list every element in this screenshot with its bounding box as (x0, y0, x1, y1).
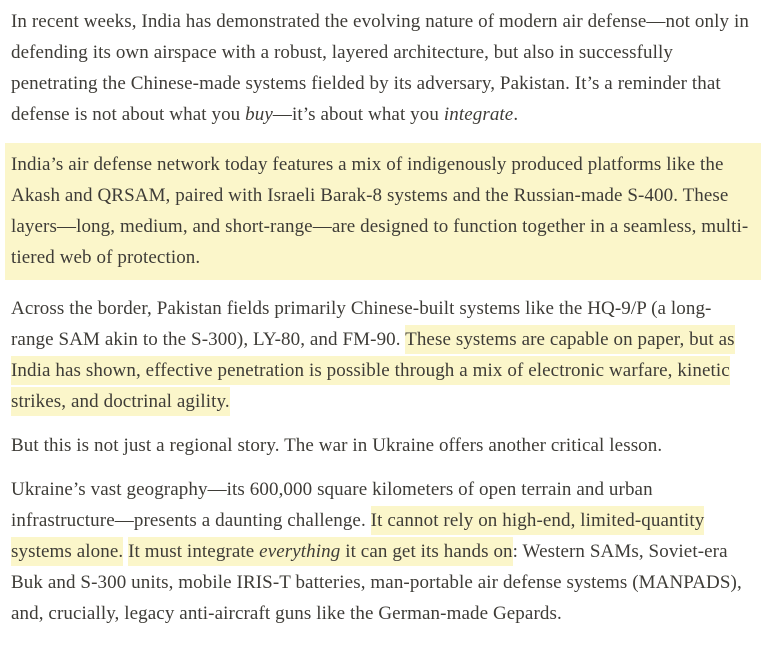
highlighted-text-run: It must integrate (128, 537, 259, 566)
paragraph-india-network-highlighted (5, 143, 761, 280)
text-run: In recent weeks, India has demonstrated the evolving nature of modern air defense—not only in defending its own airspace with a robust, layered architecture, but also in successfully penetrating the Chinese-made systems fielded by its adversary, Pakistan. It’s a reminder that defense is not about what you (11, 11, 749, 125)
text-run: : Western SAMs, Soviet-era Buk and S-300 units, mobile IRIS-T batteries, man-portable air defense systems (MANPADS), and, crucially, legacy anti-aircraft guns like the German-made Gepards. (11, 541, 742, 624)
text-run: Across the border, Pakistan fields primarily Chinese-built systems like the HQ-9/P (a long-range SAM akin to the S-300), LY-80, and FM-90. (11, 298, 712, 350)
text-run: . (513, 104, 519, 125)
italic-text-run: integrate (443, 104, 514, 125)
text-run: —it’s about what you (272, 104, 444, 125)
paragraph-india-air-defense-intro (11, 6, 752, 130)
text-run: But this is not just a regional story. The war in Ukraine offers another critical lesson. (11, 435, 663, 456)
paragraph-regional-story (11, 430, 752, 461)
text-run: India’s air defense network today features a mix of indigenously produced platforms like the Akash and QRSAM, paired with Israeli Barak-8 systems and the Russian-made S-400. These layers—long, medium, and short-range—are designed to function together in a seamless, multi-tiered web of protection. (11, 154, 749, 268)
italic-text-run: buy (245, 104, 273, 125)
text-run: Ukraine’s vast geography—its 600,000 square kilometers of open terrain and urban infrastructure—presents a daunting challenge. (11, 479, 653, 531)
highlighted-italic-text-run: everything (259, 537, 340, 566)
paragraph-pakistan-systems (11, 293, 752, 417)
paragraph-ukraine-geography (11, 474, 752, 629)
highlighted-text-run: It cannot rely on high-end, limited-quantity systems alone. (11, 506, 704, 566)
highlighted-text-run: These systems are capable on paper, but as India has shown, effective penetration is possible through a mix of electronic warfare, kinetic strikes, and doctrinal agility. (11, 325, 735, 416)
highlighted-text-run: it can get its hands on (340, 537, 512, 566)
